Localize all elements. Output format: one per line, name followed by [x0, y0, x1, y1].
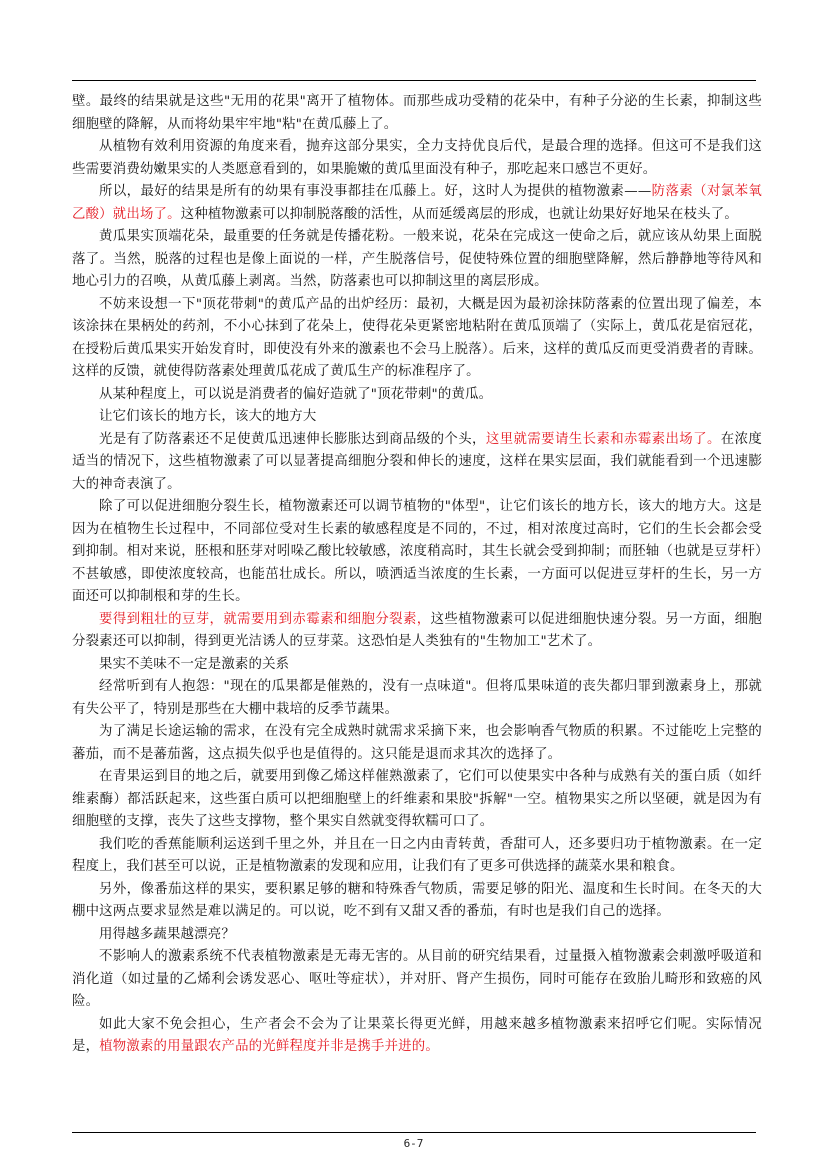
- paragraph: [72, 429, 762, 497]
- header-rule: [72, 80, 756, 81]
- paragraph: [72, 1014, 762, 1059]
- paragraph: [72, 834, 762, 879]
- text-run: 用得越多蔬果越漂亮？: [99, 926, 235, 942]
- paragraph: [72, 654, 762, 677]
- text-run: 为了满足长途运输的需求，在没有完全成熟时就需求采摘下来，也会影响香气物质的积累。不过能吃上完整的蕃茄，而不是蕃茄酱，这点损失似乎也是值得的。这只能是退而求其次的选择了。: [72, 724, 762, 762]
- text-run: 如此大家不免会担心，生产者会不会为了让果菜长得更光鲜，用越来越多植物激素来招呼它们呢。实际情况是，: [72, 1016, 762, 1054]
- highlighted-text: 植物激素的用量跟农产品的光鲜程度并非是携手并进的。: [99, 1039, 439, 1054]
- highlighted-text: 防落素（对氯苯氧乙酸）就出场了。: [72, 184, 762, 222]
- text-run: 这种植物激素可以抑制脱落酸的活性，从而延缓离层的形成，也就让幼果好好地呆在枝头了。: [180, 206, 738, 222]
- text-run: 壁。最终的结果就是这些"无用的花果"离开了植物体。而那些成功受精的花朵中，有种子分泌的生长素，抑制这些细胞壁的降解，从而将幼果牢牢地"粘"在黄瓜藤上了。: [72, 94, 762, 132]
- text-run: 从某种程度上，可以说是消费者的偏好造就了"顶花带刺"的黄瓜。: [99, 386, 493, 402]
- paragraph: [72, 91, 762, 136]
- text-run: 我们吃的香蕉能顺利运送到千里之外，并且在一日之内由青转黄，香甜可人，还多要归功于植物激素。在一定程度上，我们甚至可以说，正是植物激素的发现和应用，让我们有了更多可供选择的蔬菜水果和粮食。: [72, 836, 762, 874]
- paragraph: [72, 879, 762, 924]
- text-run: 这些植物激素可以促进细胞快速分裂。另一方面，细胞分裂素还可以抑制，得到更光洁诱人的豆芽菜。这恐怕是人类独有的"生物加工"艺术了。: [72, 611, 762, 649]
- document-body: [72, 91, 762, 1059]
- paragraph: [72, 294, 762, 384]
- text-run: 光是有了防落素还不足使黄瓜迅速伸长膨胀达到商品级的个头，: [99, 431, 486, 447]
- paragraph: [72, 181, 762, 226]
- paragraph: [72, 384, 762, 407]
- text-run: 从植物有效利用资源的角度来看，抛弃这部分果实，全力支持优良后代，是最合理的选择。但这可不是我们这些需要消费幼嫩果实的人类愿意看到的，如果脆嫩的黄瓜里面没有种子，那吃起来口感岂不更好。: [72, 139, 762, 177]
- text-run: 在浓度适当的情况下，这些植物激素了可以显著提高细胞分裂和伸长的速度，这样在果实层面，我们就能看到一个迅速膨大的神奇表演了。: [72, 431, 762, 492]
- paragraph: [72, 924, 762, 947]
- text-run: 在青果运到目的地之后，就要用到像乙烯这样催熟激素了，它们可以使果实中各种与成熟有关的蛋白质（如纤维素酶）都活跃起来，这些蛋白质可以把细胞壁上的纤维素和果胶"拆解"一空。植物果实之所以坚硬，就是因为有细胞壁的支撑，丧失了这些支撑物，整个果实自然就变得软糯可口了。: [72, 769, 762, 829]
- paragraph: [72, 676, 762, 721]
- text-run: 果实不美味不一定是激素的关系: [99, 656, 290, 672]
- highlighted-text: 要得到粗壮的豆芽，就需要用到赤霉素和细胞分裂素，: [99, 611, 431, 627]
- text-run: 让它们该长的地方长，该大的地方大: [99, 409, 317, 424]
- text-run: 不影响人的激素系统不代表植物激素是无毒无害的。从目前的研究结果看，过量摄入植物激素会刺激呼吸道和消化道（如过量的乙烯利会诱发恶心、呕吐等症状），并对肝、肾产生损伤，同时可能存在致胎儿畸形和致癌的风险。: [72, 949, 762, 1009]
- paragraph: [72, 609, 762, 654]
- paragraph: [72, 946, 762, 1014]
- text-run: 所以，最好的结果是所有的幼果有事没事都挂在瓜藤上。好，这时人为提供的植物激素——: [99, 184, 652, 199]
- text-run: 除了可以促进细胞分裂生长，植物激素还可以调节植物的"体型"，让它们该长的地方长，该大的地方大。这是因为在植物生长过程中，不同部位受对生长素的敏感程度是不同的，不过，相对浓度过高时，它们的生长会都会受到抑制。相对来说，胚根和胚芽对吲哚乙酸比较敏感，浓度稍高时，其生长就会受到抑制；而胚轴（也就是豆芽杆）不甚敏感，即使浓度较高，也能茁壮成长。所以，喷洒适当浓度的生长素，一方面可以促进豆芽杆的生长，另一方面还可以抑制根和芽的生长。: [72, 499, 762, 604]
- paragraph: [72, 766, 762, 834]
- paragraph: [72, 406, 762, 429]
- text-run: 黄瓜果实顶端花朵，最重要的任务就是传播花粉。一般来说，花朵在完成这一使命之后，就应该从幼果上面脱落了。当然，脱落的过程也是像上面说的一样，产生脱落信号，促使特殊位置的细胞壁降解，然后静静地等待风和地心引力的召唤，从黄瓜藤上剥离。当然，防落素也可以抑制这里的离层形成。: [72, 229, 762, 289]
- paragraph: [72, 721, 762, 766]
- paragraph: [72, 496, 762, 609]
- paragraph: [72, 136, 762, 181]
- paragraph: [72, 226, 762, 294]
- highlighted-text: 这里就需要请生长素和赤霉素出场了。: [485, 431, 721, 447]
- page-number: 6-7: [403, 1137, 424, 1150]
- footer-rule: [72, 1132, 756, 1133]
- text-run: 不妨来设想一下"顶花带刺"的黄瓜产品的出炉经历：最初，大概是因为最初涂抹防落素的位置出现了偏差，本该涂抹在果柄处的药剂，不小心抹到了花朵上，使得花朵更紧密地粘附在黄瓜顶端了（实际上，黄瓜花是宿冠花，在授粉后黄瓜果实开始发育时，即使没有外来的激素也不会马上脱落）。后来，这样的黄瓜反而更受消费者的青睐。这样的反馈，就使得防落素处理黄瓜花成了黄瓜生产的标准程序了。: [72, 296, 762, 379]
- text-run: 经常听到有人抱怨："现在的瓜果都是催熟的，没有一点味道"。但将瓜果味道的丧失都归罪到激素身上，那就有失公平了，特别是那些在大棚中栽培的反季节蔬果。: [72, 679, 762, 717]
- text-run: 另外，像番茄这样的果实，要积累足够的糖和特殊香气物质，需要足够的阳光、温度和生长时间。在冬天的大棚中这两点要求显然是难以满足的。可以说，吃不到有又甜又香的番茄，有时也是我们自己的选择。: [72, 881, 762, 919]
